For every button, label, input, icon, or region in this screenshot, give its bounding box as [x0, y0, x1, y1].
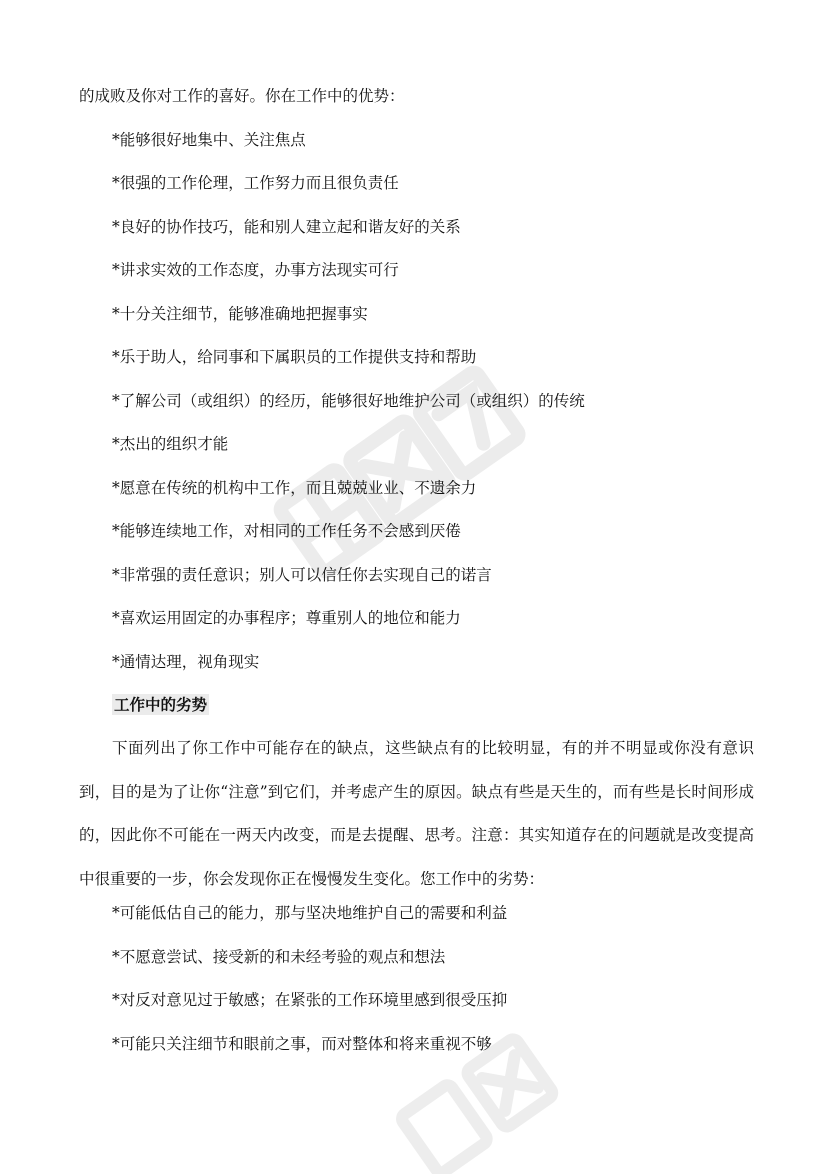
list-item: *杰出的组织才能 [112, 435, 229, 453]
list-item: *能够连续地工作，对相同的工作任务不会感到厌倦 [112, 522, 461, 540]
list-item: *了解公司（或组织）的经历，能够很好地维护公司（或组织）的传统 [112, 391, 585, 410]
list-item: *讲求实效的工作态度，办事方法现实可行 [112, 261, 399, 279]
list-item: *很强的工作伦理，工作努力而且很负责任 [112, 174, 399, 192]
intro-line: 的成败及你对工作的喜好。你在工作中的优势： [79, 87, 405, 105]
section-heading [79, 695, 754, 715]
weaknesses-list [79, 903, 754, 1054]
list-item: *十分关注细节，能够准确地把握事实 [112, 304, 368, 323]
list-item: *可能只关注细节和眼前之事，而对整体和将来重视不够 [112, 1034, 492, 1053]
list-item: *愿意在传统的机构中工作，而且兢兢业业、不遗余力 [112, 478, 477, 497]
list-item: *喜欢运用固定的办事程序；尊重别人的地位和能力 [112, 609, 461, 627]
list-item: *良好的协作技巧，能和别人建立起和谐友好的关系 [112, 217, 461, 236]
list-item: *非常强的责任意识；别人可以信任你去实现自己的诺言 [112, 565, 492, 584]
list-item: *对反对意见过于敏感；在紧张的工作环境里感到很受压抑 [112, 991, 508, 1009]
list-item: *能够很好地集中、关注焦点 [112, 130, 306, 149]
list-item: *通情达理，视角现实 [112, 652, 260, 671]
list-item: *不愿意尝试、接受新的和未经考验的观点和想法 [112, 947, 446, 966]
section-heading-text: 工作中的劣势 [114, 695, 208, 714]
list-item: *乐于助人，给同事和下属职员的工作提供支持和帮助 [112, 348, 477, 366]
document-body [79, 86, 754, 1077]
list-item: *可能低估自己的能力，那与坚决地维护自己的需要和利益 [112, 904, 508, 922]
strengths-list [79, 130, 754, 672]
weakness-paragraph: 下面列出了你工作中可能存在的缺点，这些缺点有的比较明显，有的并不明显或你没有意识到，目的是为了让你“注意”到它们，并考虑产生的原因。缺点有些是天生的，而有些是长时间形成的，因此你不可能在一两天内改变，而是去提醒、思考。注意：其实知道存在的问题就是改变提高中很重要的一步，你会发现你正在慢慢发生变化。您工作中的劣势： [79, 739, 754, 888]
